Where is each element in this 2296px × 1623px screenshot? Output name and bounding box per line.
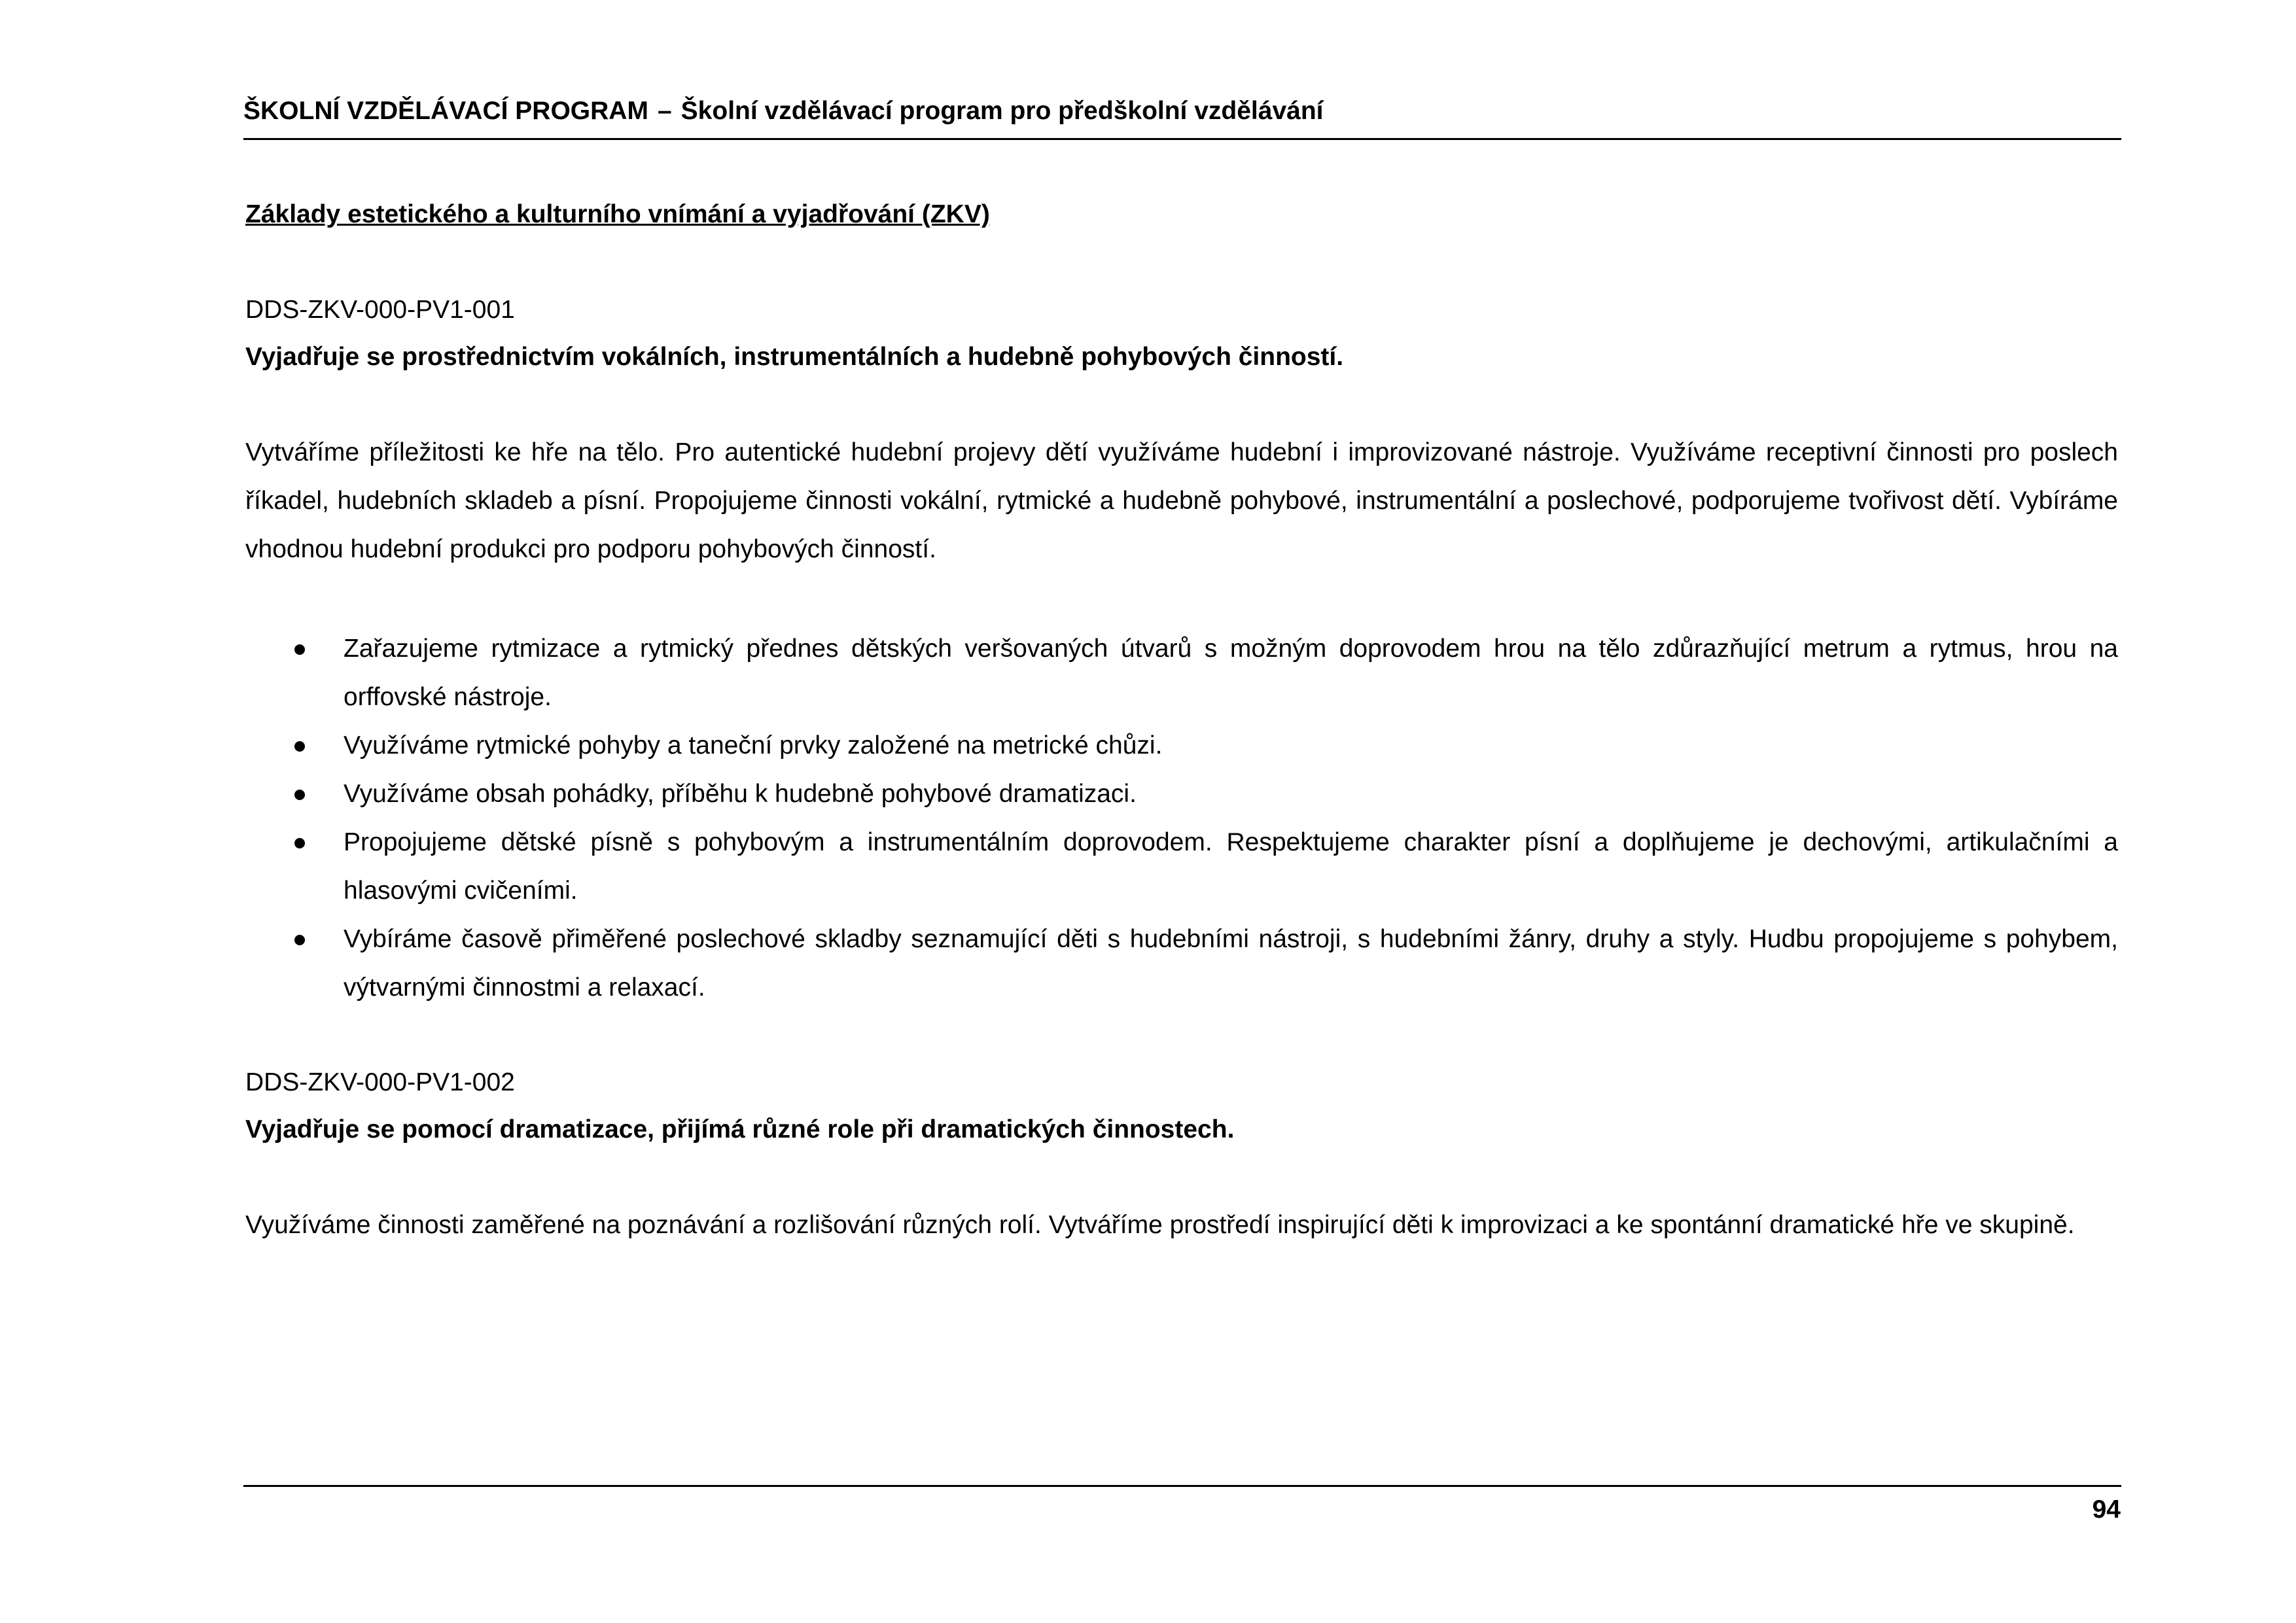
list-item-text: Využíváme rytmické pohyby a taneční prvky založené na metrické chůzi. xyxy=(344,731,1163,759)
block1-heading: Vyjadřuje se prostřednictvím vokálních, instrumentálních a hudebně pohybových činností. xyxy=(245,343,1344,371)
section-title: Základy estetického a kulturního vnímání a vyjadřování (ZKV) xyxy=(245,200,990,228)
bullet-icon xyxy=(294,838,305,848)
list-item xyxy=(288,722,2118,770)
block1-paragraph: Vytváříme příležitosti ke hře na tělo. Pro autentické hudební projevy dětí využíváme hudební i improvizované nástroje. Využíváme receptivní činnosti pro poslech říkadel, hudebních skladeb a písní. Propojujeme činnosti vokální, rytmické a hudebně pohybové, instrumentální a poslechové, podporujeme tvořivost dětí. Vybíráme vhodnou hudební produkci pro podporu pohybových činností. xyxy=(245,438,2118,563)
header-rule xyxy=(243,138,2121,140)
header-separator: – xyxy=(657,97,672,125)
block1-bullet-list xyxy=(288,625,2118,1012)
list-item-text: Vybíráme časově přiměřené poslechové skladby seznamující děti s hudebními nástroji, s hudebními žánry, druhy a styly. Hudbu propojujeme s pohybem, výtvarnými činnostmi a relaxací. xyxy=(344,925,2118,1002)
block2-code: DDS-ZKV-000-PV1-002 xyxy=(245,1068,515,1096)
list-item xyxy=(288,818,2118,915)
block2-paragraph: Využíváme činnosti zaměřené na poznávání a rozlišování různých rolí. Vytváříme prostředí inspirující děti k improvizaci a ke spontánní dramatické hře ve skupině. xyxy=(245,1211,2075,1239)
page-number: 94 xyxy=(2092,1495,2121,1524)
list-item-text: Zařazujeme rytmizace a rytmický přednes dětských veršovaných útvarů s možným doprovodem hrou na tělo zdůrazňující metrum a rytmus, hrou na orffovské nástroje. xyxy=(344,635,2118,711)
list-item-text: Propojujeme dětské písně s pohybovým a instrumentálním doprovodem. Respektujeme charakter písní a doplňujeme je dechovými, artikulačními a hlasovými cvičeními. xyxy=(344,828,2118,905)
list-item-text: Využíváme obsah pohádky, příběhu k hudebně pohybové dramatizaci. xyxy=(344,780,1137,808)
list-item xyxy=(288,770,2118,818)
bullet-icon xyxy=(294,644,305,655)
bullet-icon xyxy=(294,935,305,945)
list-item xyxy=(288,625,2118,722)
bullet-icon xyxy=(294,790,305,800)
header-program-title: Školní vzdělávací program pro předškolní vzdělávání xyxy=(680,97,1324,125)
block1-code: DDS-ZKV-000-PV1-001 xyxy=(245,296,515,324)
list-item xyxy=(288,915,2118,1012)
bullet-icon xyxy=(294,741,305,752)
footer-rule xyxy=(243,1485,2121,1487)
header-program-label: ŠKOLNÍ VZDĚLÁVACÍ PROGRAM xyxy=(243,97,648,125)
block2-heading: Vyjadřuje se pomocí dramatizace, přijímá různé role při dramatických činnostech. xyxy=(245,1115,1235,1143)
page-header xyxy=(243,97,2121,126)
